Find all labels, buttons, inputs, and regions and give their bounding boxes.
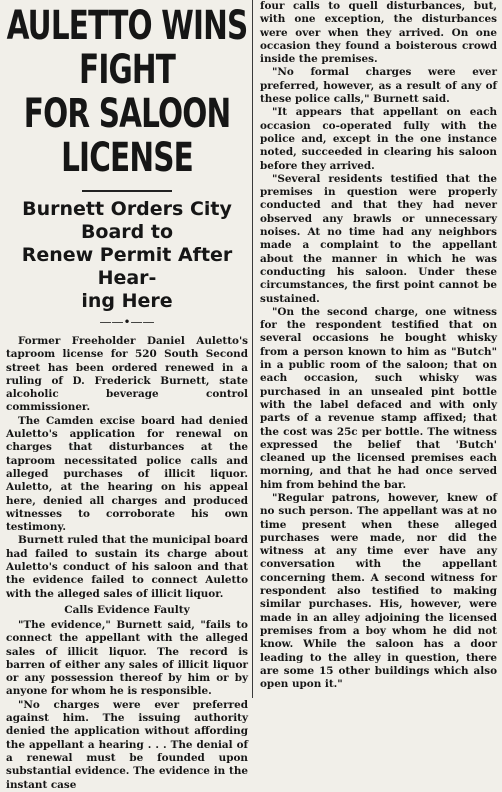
paragraph: "No formal charges were ever preferred, however, as a result of any of these police calls," Burnett said.: [260, 66, 497, 106]
paragraph: "No charges were ever preferred against him. The issuing authority denied the application without affording the appellant a hearing . . . The denial of a renewal must be founded upon substantial evidence. The evidence in the instant case: [6, 698, 248, 791]
paragraph: "On the second charge, one witness for the respondent testified that on several occasions he bought whisky from a person known to him as "Butch" in a public room of the saloon; that on each occasion, such whisky was purchased in an unsealed pint bottle with the label defaced and with only parts of a revenue stamp affixed; that the cost was 25c per bottle. The witness expressed the belief that 'Butch' cleaned up the licensed premises each morning, and that he had once served him from behind the bar.: [260, 305, 497, 491]
right-article-body: [256, 0, 500, 691]
right-column: [256, 0, 500, 698]
ornament-divider: ——•——: [99, 315, 155, 329]
paragraph: four calls to quell disturbances, but, with one exception, the disturbances were over when they arrived. On one occasion they found a boisterous crowd inside the premises.: [260, 0, 497, 66]
subheadline: [10, 198, 244, 313]
paragraph: "It appears that appellant on each occasion co-operated fully with the police and, except in the one instance noted, succeeded in clearing his saloon before they arrived.: [260, 106, 497, 172]
headline-divider: [82, 190, 172, 192]
left-article-body: [4, 335, 250, 792]
subheadline-line-3: ing Here: [81, 290, 173, 312]
headline-line-2: FOR SALOON LICENSE: [23, 91, 231, 181]
paragraph: Burnett ruled that the municipal board had failed to sustain its charge about Auletto's conduct of his saloon and that the evidence failed to connect Auletto with the alleged sales of illicit liquor.: [6, 534, 248, 600]
paragraph: "The evidence," Burnett said, "fails to connect the appellant with the alleged sales of illicit liquor. The record is barren of either any sales of illicit liquor or any possession thereof by him or by anyone for whom he is responsible.: [6, 618, 248, 698]
left-column: [4, 0, 250, 791]
subheadline-line-2: Renew Permit After Hear-: [21, 244, 233, 289]
subheadline-line-1: Burnett Orders City Board to: [22, 198, 232, 243]
column-rule: [252, 0, 253, 698]
paragraph: The Camden excise board had denied Auletto's application for renewal on charges that disturbances at the taproom necessitated police calls and alleged purchases of illicit liquor. Auletto, at the hearing on his appeal here, denied all charges and produced witnesses to corroborate his own testimony.: [6, 414, 248, 534]
paragraph: "Regular patrons, however, knew of no such person. The appellant was at no time present when these alleged purchases were made, nor did the witness at any time ever have any conversation with the appellant concerning them. A second witness for respondent also testified to making similar purchases. His, however, were made in an alley adjoining the licensed premises from a boy whom he did not know. While the saloon has a door leading to the alley in question, there are some 15 other buildings which also open upon it.": [260, 491, 497, 691]
headline: [4, 4, 250, 180]
section-heading: Calls Evidence Faulty: [64, 603, 190, 616]
paragraph: Former Freeholder Daniel Auletto's taproom license for 520 South Second street has been ordered renewed in a ruling of D. Frederick Burnett, state alcoholic beverage control commissioner.: [6, 335, 248, 414]
headline-line-1: AULETTO WINS FIGHT: [6, 3, 248, 93]
paragraph: "Several residents testified that the premises in question were properly conducted and that they had never observed any brawls or unnecessary noises. At no time had any neighbors made a complaint to the appellant about the manner in which he was conducting his saloon. Under these circumstances, the first point cannot be sustained.: [260, 172, 497, 305]
